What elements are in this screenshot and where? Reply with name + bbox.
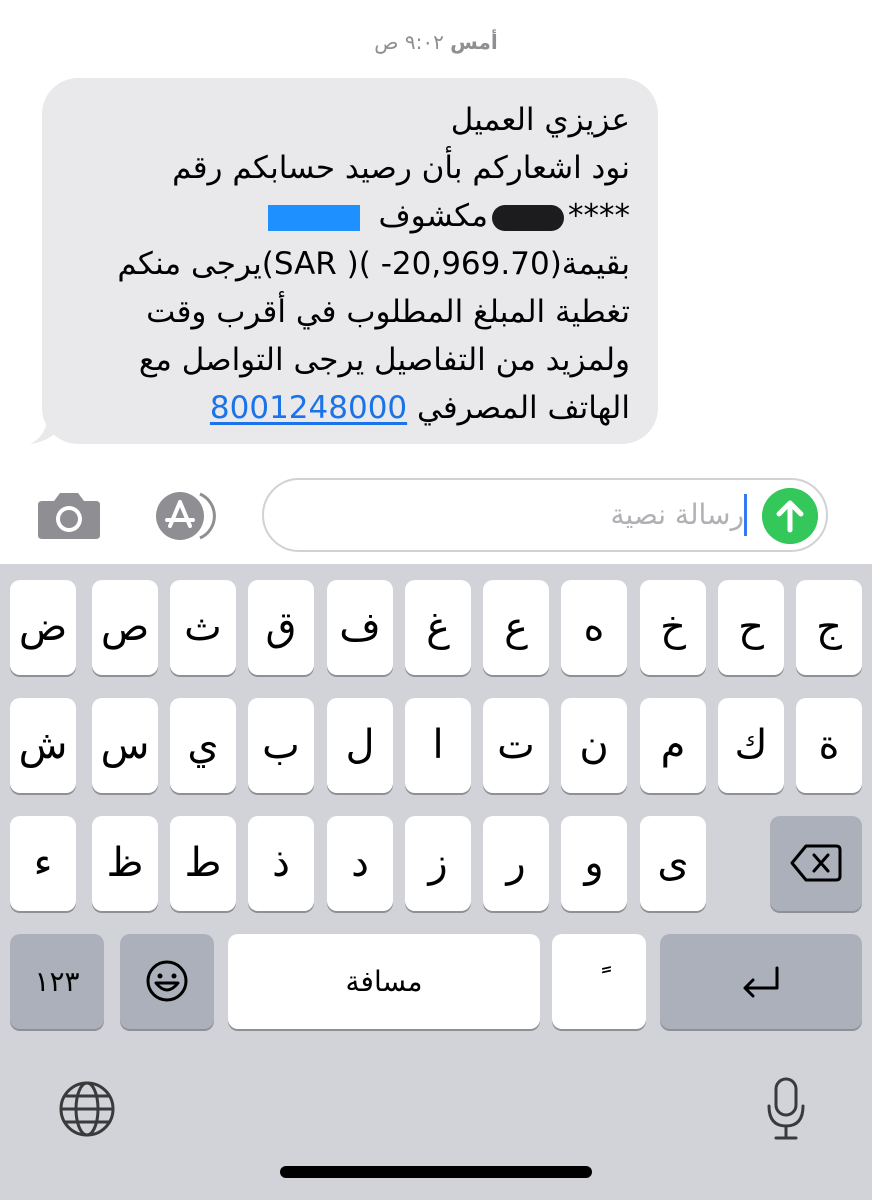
key[interactable]: س [92, 698, 158, 793]
key[interactable]: ص [92, 580, 158, 675]
key[interactable]: ك [718, 698, 784, 793]
tashkeel-key[interactable] [552, 934, 646, 1029]
key[interactable]: ذ [248, 816, 314, 911]
key[interactable]: ج [796, 580, 862, 675]
delete-icon [790, 844, 842, 882]
key[interactable]: ز [405, 816, 471, 911]
message-line [70, 384, 630, 432]
globe-icon[interactable] [58, 1080, 116, 1138]
key[interactable]: ع [483, 580, 549, 675]
key[interactable]: ش [10, 698, 76, 793]
key[interactable]: ق [248, 580, 314, 675]
timestamp-day: أمس [450, 30, 498, 54]
space-key[interactable]: مسافة [228, 934, 540, 1029]
masked-stars: **** [568, 198, 630, 234]
key[interactable]: غ [405, 580, 471, 675]
key[interactable]: ن [561, 698, 627, 793]
key[interactable]: د [327, 816, 393, 911]
message-line: عزيزي العميل [450, 102, 630, 138]
key[interactable]: و [561, 816, 627, 911]
key[interactable]: ا [405, 698, 471, 793]
key[interactable]: خ [640, 580, 706, 675]
message-text [70, 96, 630, 432]
numbers-key[interactable]: ١٢٣ [10, 934, 104, 1029]
key[interactable]: ظ [92, 816, 158, 911]
text-cursor [744, 494, 747, 536]
message-timestamp [0, 30, 872, 54]
key[interactable]: م [640, 698, 706, 793]
message-input[interactable] [262, 478, 828, 552]
microphone-icon[interactable] [764, 1076, 808, 1142]
send-button[interactable] [762, 488, 818, 544]
key[interactable]: ف [327, 580, 393, 675]
return-key[interactable] [660, 934, 862, 1029]
message-input-placeholder: رسالة نصية [610, 498, 744, 531]
key[interactable]: ل [327, 698, 393, 793]
app-store-icon[interactable] [148, 490, 224, 542]
key[interactable]: ي [170, 698, 236, 793]
key[interactable]: ر [483, 816, 549, 911]
key[interactable]: ء [10, 816, 76, 911]
message-line: بقيمة(20,969.70- )( SAR)يرجى منكم [117, 246, 630, 282]
key[interactable]: ط [170, 816, 236, 911]
phone-number-link[interactable]: 8001248000 [209, 390, 408, 426]
redaction-mark [268, 205, 360, 231]
key[interactable]: ث [170, 580, 236, 675]
account-number-line [70, 192, 630, 240]
arabic-keyboard [0, 564, 872, 1200]
emoji-key[interactable] [120, 934, 214, 1029]
redaction-mark [492, 205, 564, 231]
delete-key[interactable] [770, 816, 862, 911]
message-word: الهاتف المصرفي [417, 390, 630, 426]
key[interactable]: ت [483, 698, 549, 793]
key[interactable]: ب [248, 698, 314, 793]
timestamp-time: ٩:٠٢ ص [374, 30, 444, 54]
bubble-tail [28, 410, 68, 446]
return-icon [739, 966, 783, 998]
message-line: ولمزيد من التفاصيل يرجى التواصل مع [138, 342, 630, 378]
message-line: تغطية المبلغ المطلوب في أقرب وقت [146, 294, 630, 330]
key[interactable]: ه [561, 580, 627, 675]
key[interactable]: ى [640, 816, 706, 911]
key[interactable]: ح [718, 580, 784, 675]
camera-icon[interactable] [36, 489, 102, 541]
emoji-icon [145, 959, 189, 1003]
key[interactable]: ض [10, 580, 76, 675]
home-indicator [280, 1166, 592, 1178]
key[interactable]: ة [796, 698, 862, 793]
message-word: مكشوف [378, 198, 488, 234]
message-line: نود اشعاركم بأن رصيد حسابكم رقم [172, 150, 630, 186]
